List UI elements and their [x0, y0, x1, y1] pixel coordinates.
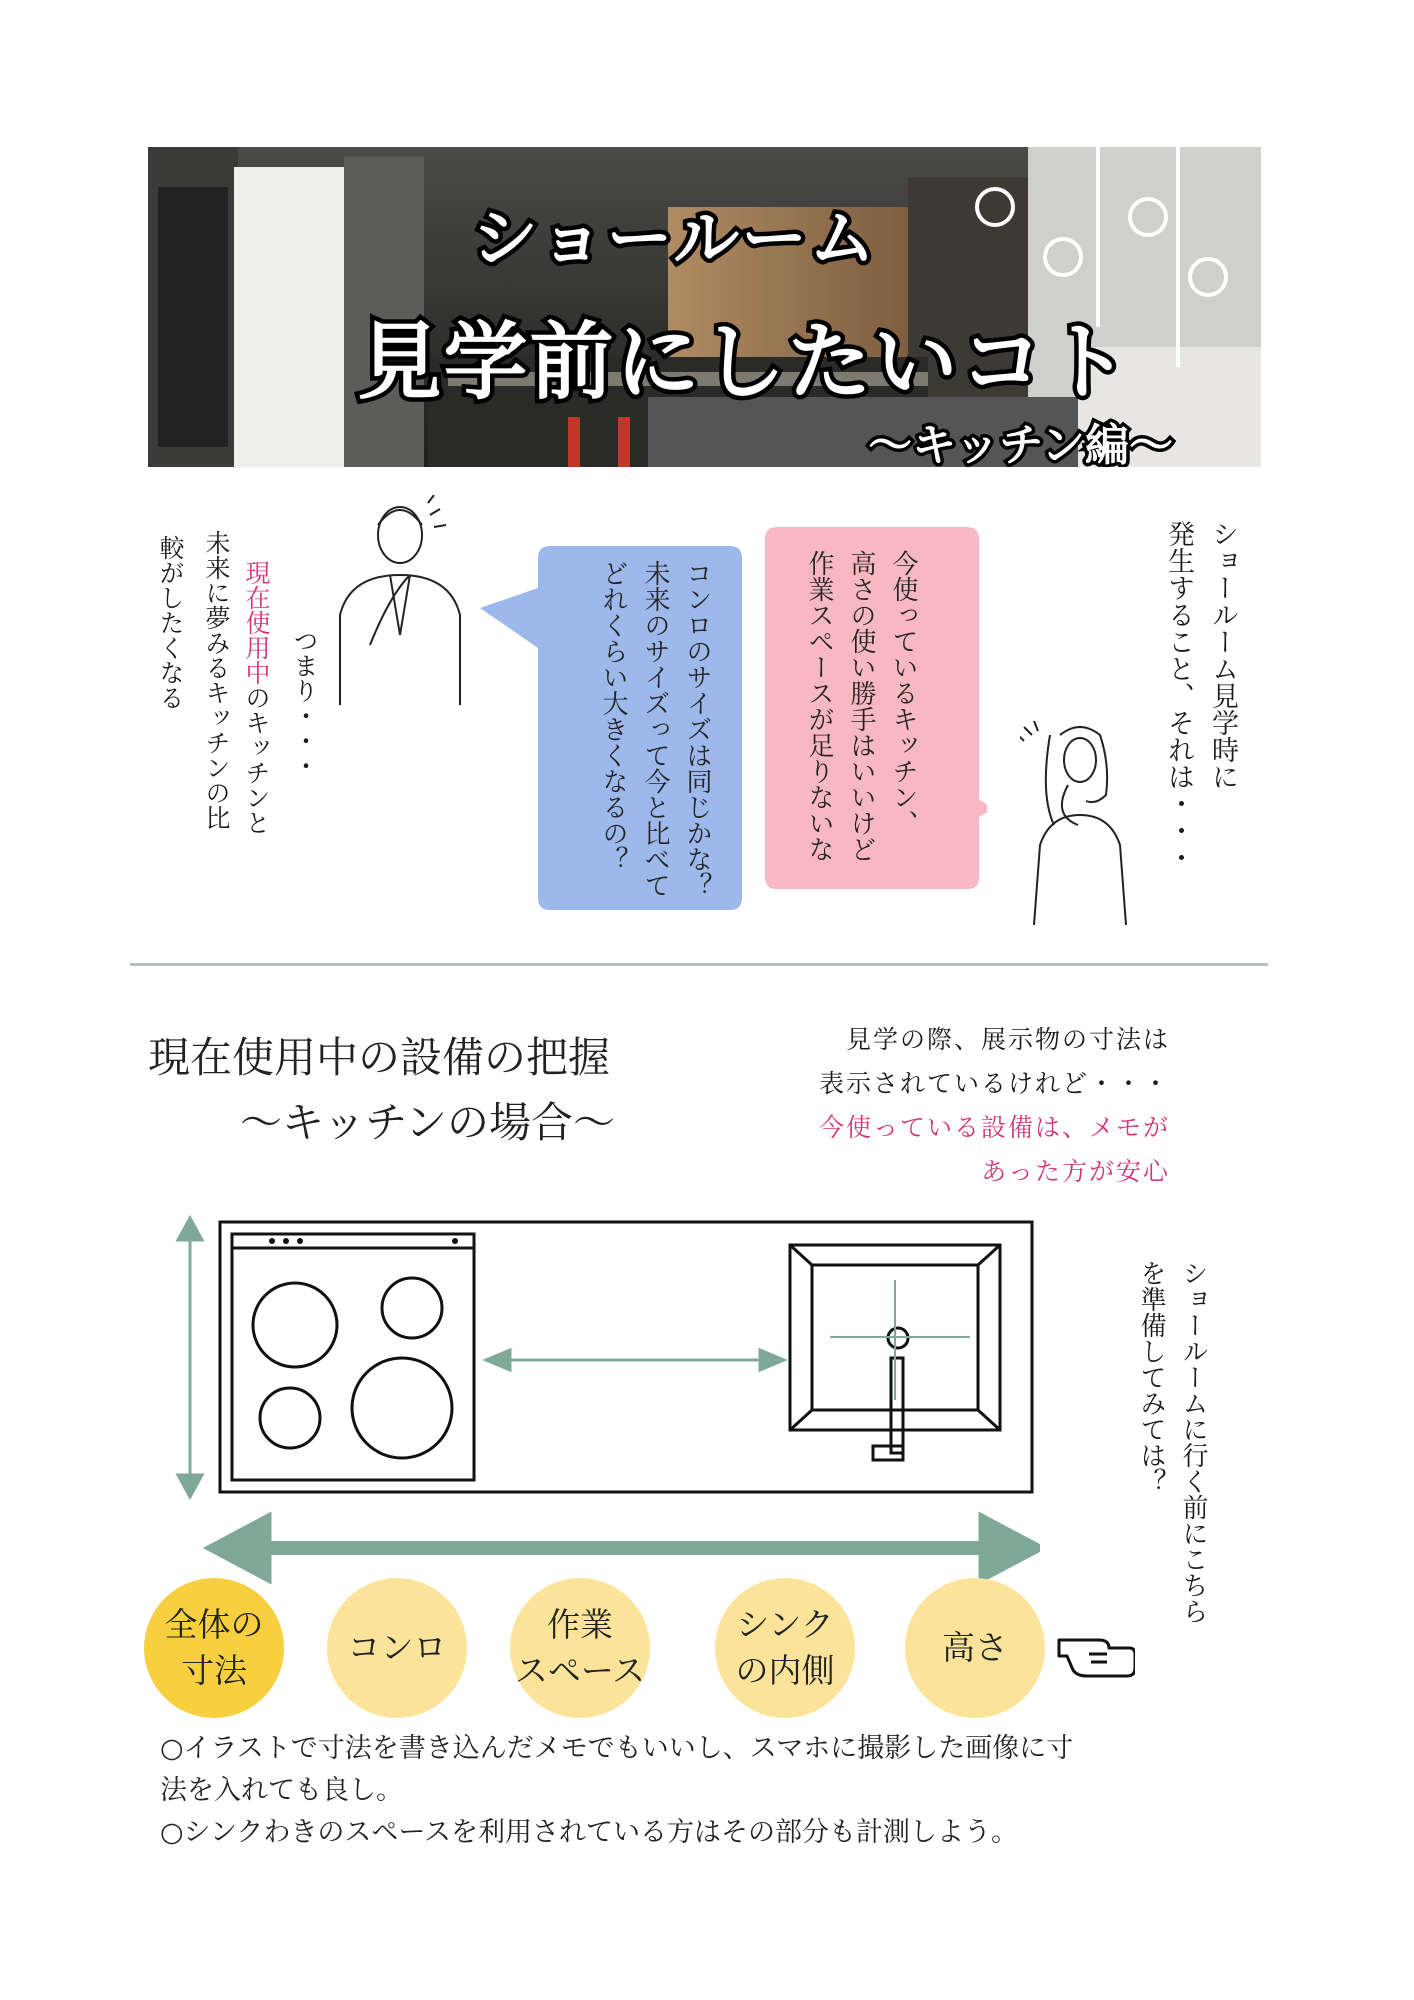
banner-title-line2: 見学前にしたいコト [357, 313, 1132, 411]
pointing-hand-icon [1055, 1620, 1135, 1680]
item-overall-size-label2: 寸法 [181, 1651, 247, 1690]
section-title: 現在使用中の設備の把握 [148, 1033, 611, 1082]
left-note-tsumari: つまり・・・ [290, 628, 319, 778]
note-line3: 今使っている設備は、メモが [818, 1113, 1170, 1142]
item-sink-inside-label1: シンク [736, 1605, 834, 1644]
body-paragraph-1 [160, 1728, 1073, 1812]
banner-title-line1: ショールーム [471, 200, 878, 277]
item-sink-inside [715, 1578, 855, 1718]
item-height-label: 高さ [942, 1628, 1008, 1667]
body-paragraph-2: ○シンクわきのスペースを利用されている方はその部分も計測しよう。 [160, 1817, 1018, 1848]
note-line1: 見学の際、展示物の寸法は [845, 1025, 1170, 1054]
section-divider [130, 963, 1268, 966]
note-line4: あった方が安心 [981, 1157, 1170, 1186]
burner-small-2 [260, 1388, 320, 1448]
item-overall-size-label1: 全体の [164, 1605, 264, 1644]
note-line2: 表示されているけれど・・・ [818, 1069, 1170, 1098]
item-work-space [510, 1578, 650, 1718]
left-note-line1 [236, 560, 276, 835]
item-height [905, 1578, 1045, 1718]
burner-small-1 [382, 1278, 442, 1338]
left-note-line2: 未来に夢みるキッチンの比 [202, 530, 231, 830]
item-work-space-label1: 作業 [546, 1605, 613, 1644]
woman-thinking-icon [1020, 715, 1140, 925]
blue-bubble-text: コンロのサイズは同じかな？ 未来のサイズって今と比べて どれくらい大きくなるの？ [598, 560, 712, 898]
left-note-line1-rest: のキッチンと [242, 685, 271, 835]
item-stove-label: コンロ [347, 1628, 447, 1667]
burner-large-1 [253, 1283, 337, 1367]
item-overall-size [144, 1578, 284, 1718]
body-para1-line1: ○イラストで寸法を書き込んだメモでもいいし、スマホに撮影した画像に寸 [160, 1733, 1074, 1764]
item-stove [327, 1578, 467, 1718]
prepare-note: ショールームに行く前にこちら を準備してみては？ [1136, 1260, 1208, 1624]
banner-title-line3: 〜キッチン編〜 [868, 420, 1173, 467]
showroom-note: ショールーム見学時に 発生すること、それは・・・ [1163, 520, 1238, 871]
section-subtitle: 〜キッチンの場合〜 [240, 1098, 616, 1147]
left-note-line3: 較がしたくなる [156, 535, 185, 710]
item-work-space-label2: スペース [514, 1651, 646, 1690]
kitchen-diagram [140, 1210, 1040, 1590]
section-note [800, 1020, 1170, 1190]
countertop-outline [220, 1222, 1032, 1492]
header-banner [148, 147, 1261, 467]
current-use-highlight: 現在使用中 [242, 560, 271, 685]
pink-bubble-text: 今使っているキッチン、 高さの使い勝手はいいけど 作業スペースが足りないな [804, 550, 918, 862]
body-para1-line2: 法を入れても良し。 [160, 1775, 403, 1806]
item-sink-inside-label2: の内側 [735, 1651, 835, 1690]
burner-large-2 [352, 1358, 452, 1458]
person-thinking-icon [330, 495, 470, 715]
